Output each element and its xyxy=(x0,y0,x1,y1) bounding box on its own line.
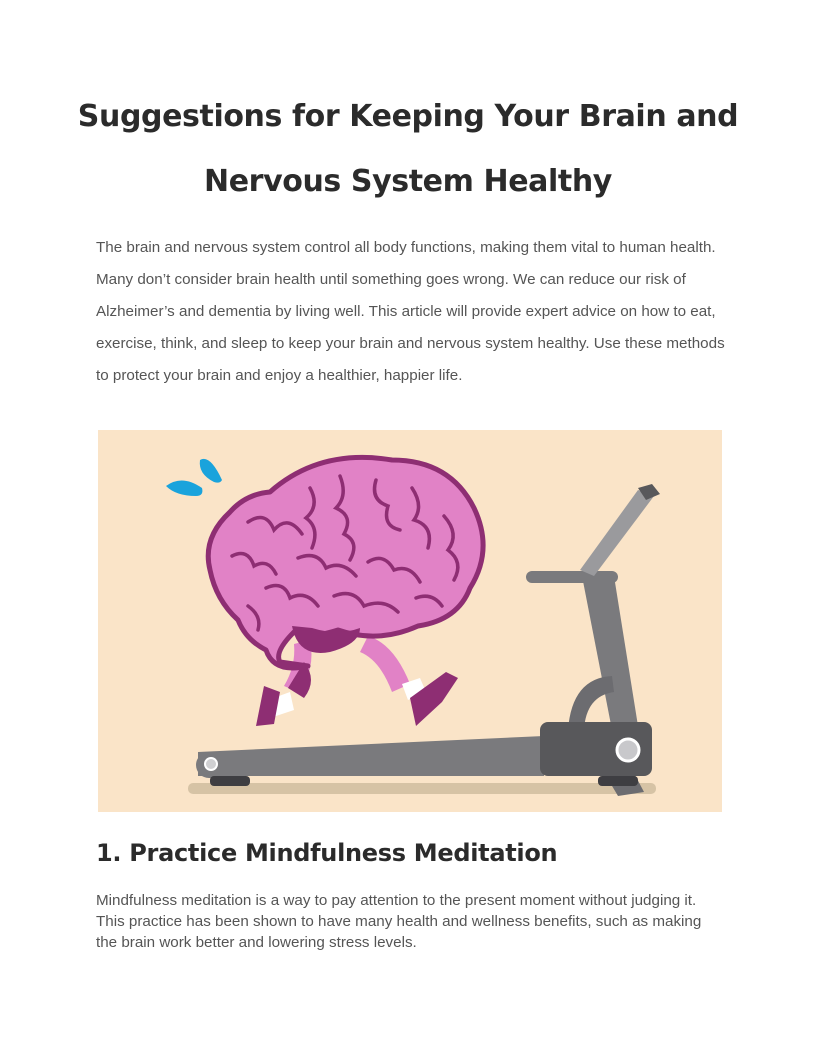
article-title: Suggestions for Keeping Your Brain and Nervous System Healthy xyxy=(77,99,739,199)
brain-legs xyxy=(256,636,458,726)
intro-paragraph: The brain and nervous system control all body functions, making them vital to human health. Many don’t consider brain health until something goes wrong. We can reduce our risk of Alzheimer’s and dementia by living well. This article will provide expert advice on how to eat, exercise, think, and sleep to keep your brain and nervous system healthy. Use these methods to protect your brain and enjoy a healthier, happier life. xyxy=(96,239,725,384)
brain-on-treadmill-illustration xyxy=(98,430,722,812)
floor-shadow xyxy=(188,783,656,794)
section-body: Mindfulness meditation is a way to pay attention to the present moment without judging it. This practice has been shown to have many health and wellness benefits, such as making the brain work better and lowering stress levels. xyxy=(96,892,702,951)
brain-icon xyxy=(208,457,483,668)
section-heading: 1. Practice Mindfulness Meditation xyxy=(96,839,558,867)
hero-illustration xyxy=(98,430,722,812)
sweat-drops-icon xyxy=(166,459,222,496)
